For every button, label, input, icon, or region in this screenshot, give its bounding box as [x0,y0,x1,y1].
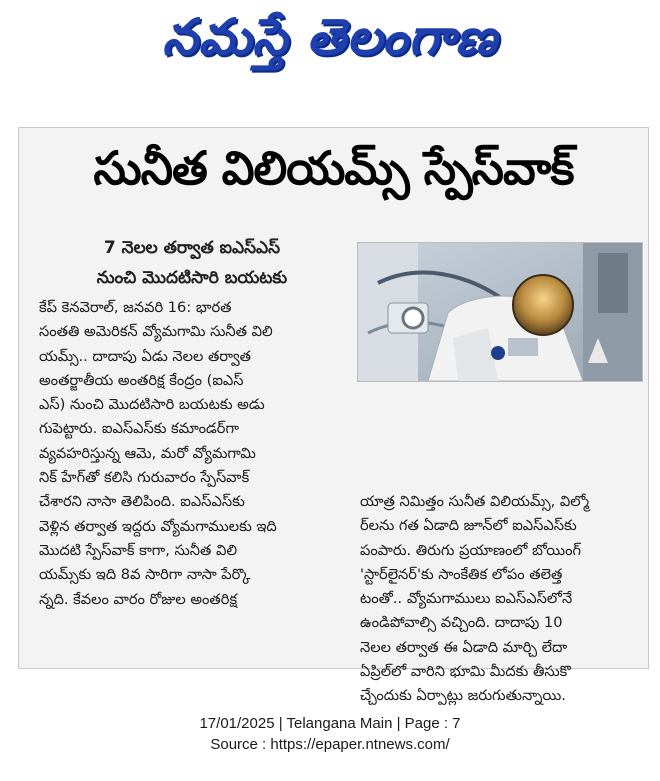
text-line: కేప్ కెనవెరాల్, జనవరి 16: భారత [39,299,232,316]
news-clipping [18,127,649,705]
text-line: యమ్స్‌కు ఇది 8వ సారిగా నాసా పేర్కొ [39,566,251,584]
text-line: ఉండిపోవాల్సి వచ్చింది. దాదాపు 10 [360,614,563,632]
text-line: టంతో.. వ్యోమగాములు ఐఎస్ఎస్‌లోనే [360,590,573,608]
source-info: Source : https://epaper.ntnews.com/ [210,736,450,753]
masthead [0,0,660,92]
text-line: వెళ్లిన తర్వాత ఇద్దరు వ్యోమగాములకు ఇది [39,517,277,535]
text-line: నెలల తర్వాత ఈ ఏడాది మార్చి లేదా [360,638,568,656]
text-line: మొదటి స్పేస్‌వాక్ కాగా, సునీత విలి [39,541,238,559]
text-line: అంతర్జాతీయ అంతరిక్ష కేంద్రం (ఐఎస్ [39,371,244,389]
text-line: వ్యవహరిస్తున్న ఆమె, మరో వ్యోమగామి [39,444,256,462]
text-line: న్నది. కేవలం వారం రోజుల అంతరిక్ష [39,590,238,608]
subheadline-line: నుంచి మొదటిసారి బయటకు [96,268,288,288]
text-line: సంతతి అమెరికన్ వ్యోమగామి సునీత విలి [39,323,273,341]
headline: సునీత విలియమ్స్ స్పేస్‌వాక్ [93,141,574,195]
text-line: గుపెట్టారు. ఐఎస్ఎస్‌కు కమాండర్‌గా [39,420,239,438]
subheadline [37,233,347,293]
text-line: చేశారని నాసా తెలిపింది. ఐఎస్ఎస్‌కు [39,493,245,511]
text-line: 'స్టార్‌లైనర్'కు సాంకేతిక లోపం తలెత్త [360,565,563,583]
text-line: ఎస్) నుంచి మొదటిసారి బయటకు అడు [39,396,265,414]
text-line: యాత్ర నిమిత్తం సునీత విలియమ్స్, విల్మో [360,493,590,510]
text-line: పంపారు. తిరుగు ప్రయాణంలో బోయింగ్ [360,541,581,559]
masthead-logo: నమస్తే తెలంగాణ [162,8,498,66]
text-line: చ్చేందుకు ఏర్పాట్లు జరుగుతున్నాయి. [360,687,566,705]
text-line: ర్‌లను గత ఏడాది జూన్‌లో ఐఎస్ఎస్‌కు [360,517,577,535]
subheadline-line: 7 నెలల తర్వాత ఐఎస్ఎస్ [103,238,281,258]
article-column-2 [360,490,642,709]
text-line: నిక్ హేగ్‌తో కలిసి గురువారం స్పేస్‌వాక్ [39,469,250,487]
astronaut-photo [357,242,643,382]
text-line: ఏప్రిల్‌లో వారిని భూమి మీదకు తీసుకొ [360,663,571,681]
article-column-1 [39,296,355,612]
text-line: యమ్స్.. దాదాపు ఏడు నెలల తర్వాత [39,347,252,365]
edition-info: 17/01/2025 | Telangana Main | Page : 7 [199,715,461,732]
footer [0,713,660,755]
